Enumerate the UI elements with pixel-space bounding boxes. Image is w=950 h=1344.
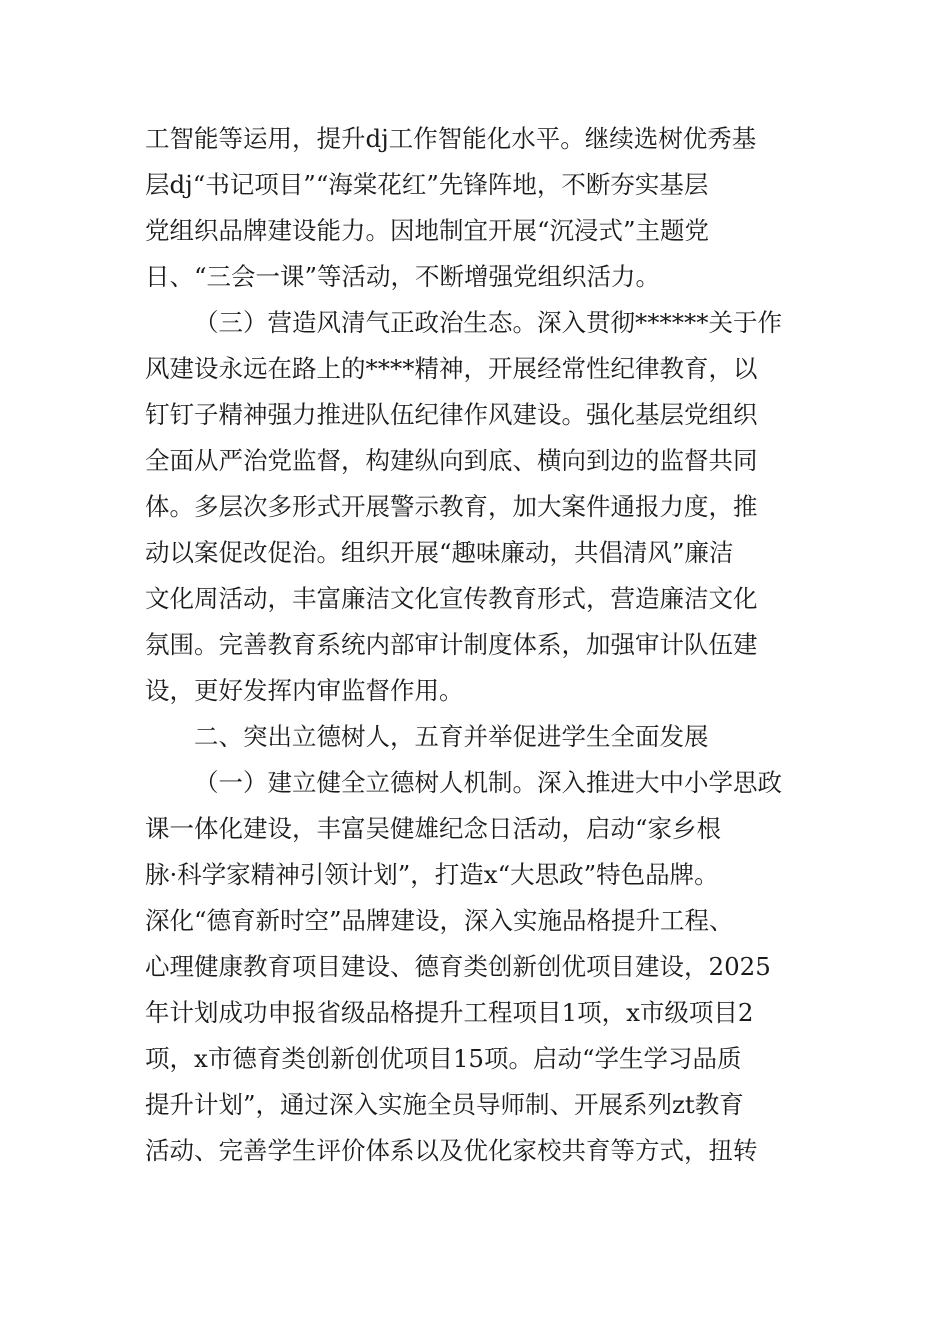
text-line: 年计划成功申报省级品格提升工程项目1项，x市级项目2 — [145, 998, 754, 1027]
text-line: （三）营造风清气正政治生态。深入贯彻******关于作 — [194, 308, 782, 337]
text-line: 深化“德育新时空”品牌建设，深入实施品格提升工程、 — [145, 906, 734, 935]
text-line: 提升计划”，通过深入实施全员导师制、开展系列zt教育 — [145, 1090, 744, 1119]
text-line: 动以案促改促治。组织开展“趣味廉动，共倡清风”廉洁 — [145, 538, 734, 567]
text-line: 工智能等运用，提升dj工作智能化水平。继续选树优秀基 — [145, 124, 757, 153]
text-line: 钉钉子精神强力推进队伍纪律作风建设。强化基层党组织 — [145, 400, 758, 429]
text-line: 二、突出立德树人，五育并举促进学生全面发展 — [194, 722, 709, 751]
document-body — [145, 116, 815, 1174]
text-line: 设，更好发挥内审监督作用。 — [145, 676, 464, 705]
text-line: 体。多层次多形式开展警示教育，加大案件通报力度，推 — [145, 492, 758, 521]
text-line: （一）建立健全立德树人机制。深入推进大中小学思政 — [194, 768, 782, 797]
text-line: 心理健康教育项目建设、德育类创新创优项目建设，2025 — [145, 952, 771, 981]
text-line: 层dj“书记项目”“海棠花红”先锋阵地，不断夯实基层 — [145, 170, 709, 199]
text-line: 党组织品牌建设能力。因地制宜开展“沉浸式”主题党 — [145, 216, 710, 245]
text-line: 氛围。完善教育系统内部审计制度体系，加强审计队伍建 — [145, 630, 758, 659]
text-line: 全面从严治党监督，构建纵向到底、横向到边的监督共同 — [145, 446, 758, 475]
text-line: 风建设永远在路上的****精神，开展经常性纪律教育，以 — [145, 354, 758, 383]
text-line: 活动、完善学生评价体系以及优化家校共育等方式，扭转 — [145, 1136, 758, 1165]
text-line: 日、“三会一课”等活动，不断增强党组织活力。 — [145, 262, 661, 291]
text-line: 课一体化建设，丰富吴健雄纪念日活动，启动“家乡根 — [145, 814, 722, 843]
text-line: 项，x市德育类创新创优项目15项。启动“学生学习品质 — [145, 1044, 742, 1073]
text-line: 脉·科学家精神引领计划”，打造x“大思政”特色品牌。 — [145, 860, 719, 889]
text-line: 文化周活动，丰富廉洁文化宣传教育形式，营造廉洁文化 — [145, 584, 758, 613]
